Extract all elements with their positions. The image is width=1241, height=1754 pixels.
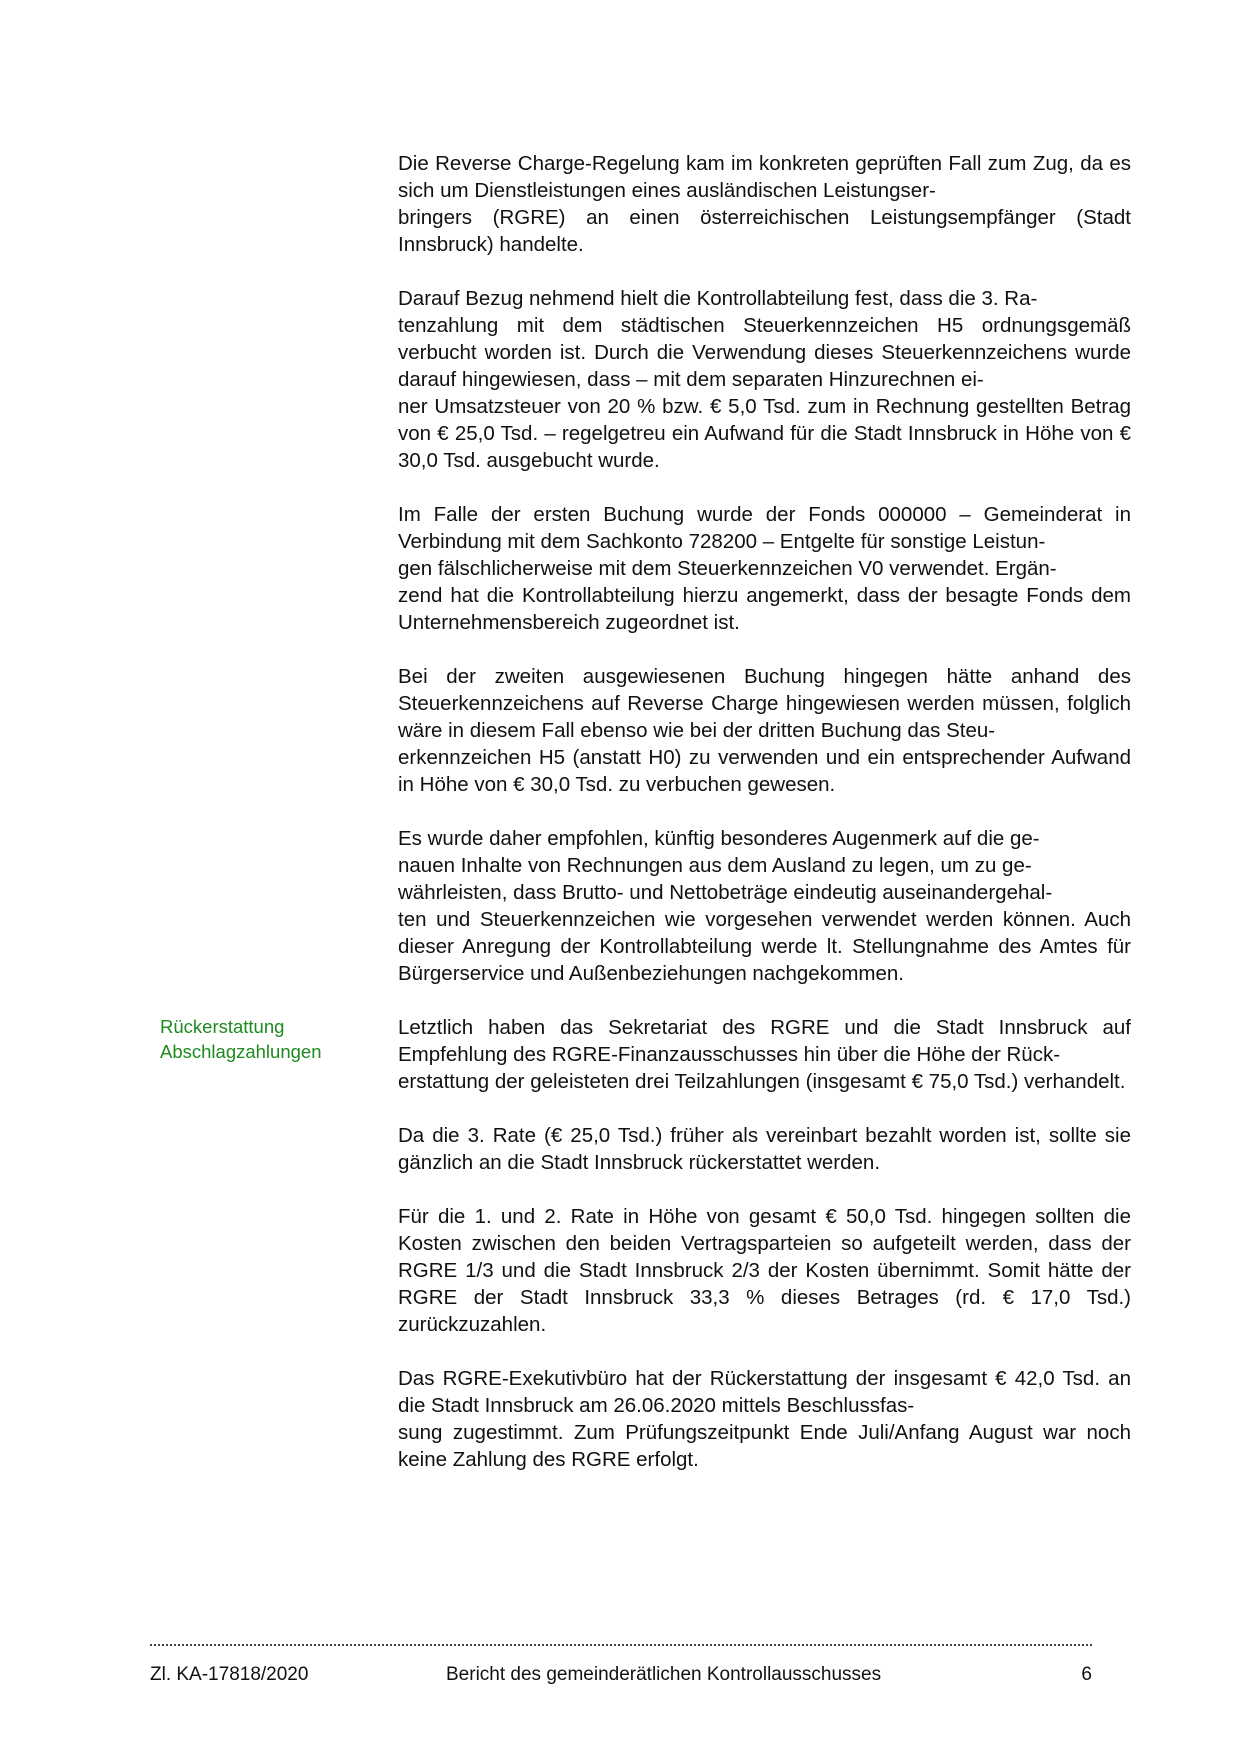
paragraph: Letztlich haben das Sekretariat des RGRE und die Stadt Innsbruck auf Empfehlung des RGRE-Finanzausschusses hin über die Höhe der Rück- erstattung der geleisteten drei Teilzahlungen (insgesamt € 75,0 Tsd.) verhandelt. bbox=[398, 1016, 1131, 1093]
page-number: 6 bbox=[1081, 1664, 1092, 1685]
paragraph: Für die 1. und 2. Rate in Höhe von gesamt € 50,0 Tsd. hingegen sollten die Kosten zwischen den beiden Vertragsparteien so aufgeteilt werden, dass der RGRE 1/3 und die Stadt Innsbruck 2/3 der Kosten übernimmt. Somit hätte der RGRE der Stadt Innsbruck 33,3 % dieses Betrages (rd. € 17,0 Tsd.) zurückzuzahlen. bbox=[398, 1205, 1131, 1336]
paragraph: Bei der zweiten ausgewiesenen Buchung hingegen hätte anhand des Steuerkennzeichens auf Reverse Charge hingewiesen werden müssen, folglich wäre in diesem Fall ebenso wie bei der dritten Buchung das Steu- erkennzeichen H5 (anstatt H0) zu verwenden und ein entsprechender Aufwand in Höhe von € 30,0 Tsd. zu verbuchen gewesen. bbox=[398, 665, 1131, 796]
paragraph: Das RGRE-Exekutivbüro hat der Rückerstattung der insgesamt € 42,0 Tsd. an die Stadt Innsbruck am 26.06.2020 mittels Beschlussfas- sung zugestimmt. Zum Prüfungszeitpunkt Ende Juli/Anfang August war noch keine Zahlung des RGRE erfolgt. bbox=[398, 1367, 1131, 1471]
paragraph: Im Falle der ersten Buchung wurde der Fonds 000000 – Gemeinderat in Verbindung mit dem Sachkonto 728200 – Entgelte für sonstige Leistun- gen fälschlicherweise mit dem Steuerkennzeichen V0 verwendet. Ergän- zend hat die Kontrollabteilung hierzu angemerkt, dass der besagte Fonds dem Unternehmensbereich zugeordnet ist. bbox=[398, 503, 1131, 634]
footer-divider bbox=[150, 1644, 1092, 1646]
paragraph: Es wurde daher empfohlen, künftig besonderes Augenmerk auf die ge- nauen Inhalte von Rechnungen aus dem Ausland zu legen, um zu ge- währleisten, dass Brutto- und Nettobeträge eindeutig auseinandergehal- ten und Steuerkennzeichen wie vorgesehen verwendet werden können. Auch dieser Anregung der Kontrollabteilung werde lt. Stellungnahme des Amtes für Bürgerservice und Außenbeziehungen nachgekommen. bbox=[398, 827, 1131, 985]
paragraph: Darauf Bezug nehmend hielt die Kontrollabteilung fest, dass die 3. Ra- tenzahlung mit dem städtischen Steuerkennzeichen H5 ordnungsgemäß verbucht worden ist. Durch die Verwendung dieses Steuerkennzeichens wurde darauf hingewiesen, dass – mit dem separaten Hinzurechnen ei- ner Umsatzsteuer von 20 % bzw. € 5,0 Tsd. zum in Rechnung gestellten Betrag von € 25,0 Tsd. – regelgetreu ein Aufwand für die Stadt Innsbruck in Höhe von € 30,0 Tsd. ausgebucht wurde. bbox=[398, 287, 1131, 472]
body-text bbox=[398, 150, 1131, 1500]
footer-reference: Zl. KA-17818/2020 bbox=[150, 1664, 309, 1685]
page-footer bbox=[150, 1662, 1092, 1688]
paragraph: Die Reverse Charge-Regelung kam im konkreten geprüften Fall zum Zug, da es sich um Dienstleistungen eines ausländischen Leistungser- bringers (RGRE) an einen österreichischen Leistungsempfänger (Stadt Innsbruck) handelte. bbox=[398, 152, 1131, 256]
footer-title: Bericht des gemeinderätlichen Kontrollausschusses bbox=[446, 1664, 882, 1685]
margin-note: Rückerstattung Abschlagzahlungen bbox=[160, 1016, 322, 1062]
paragraph: Da die 3. Rate (€ 25,0 Tsd.) früher als vereinbart bezahlt worden ist, sollte sie gänzlich an die Stadt Innsbruck rückerstattet werden. bbox=[398, 1124, 1131, 1174]
